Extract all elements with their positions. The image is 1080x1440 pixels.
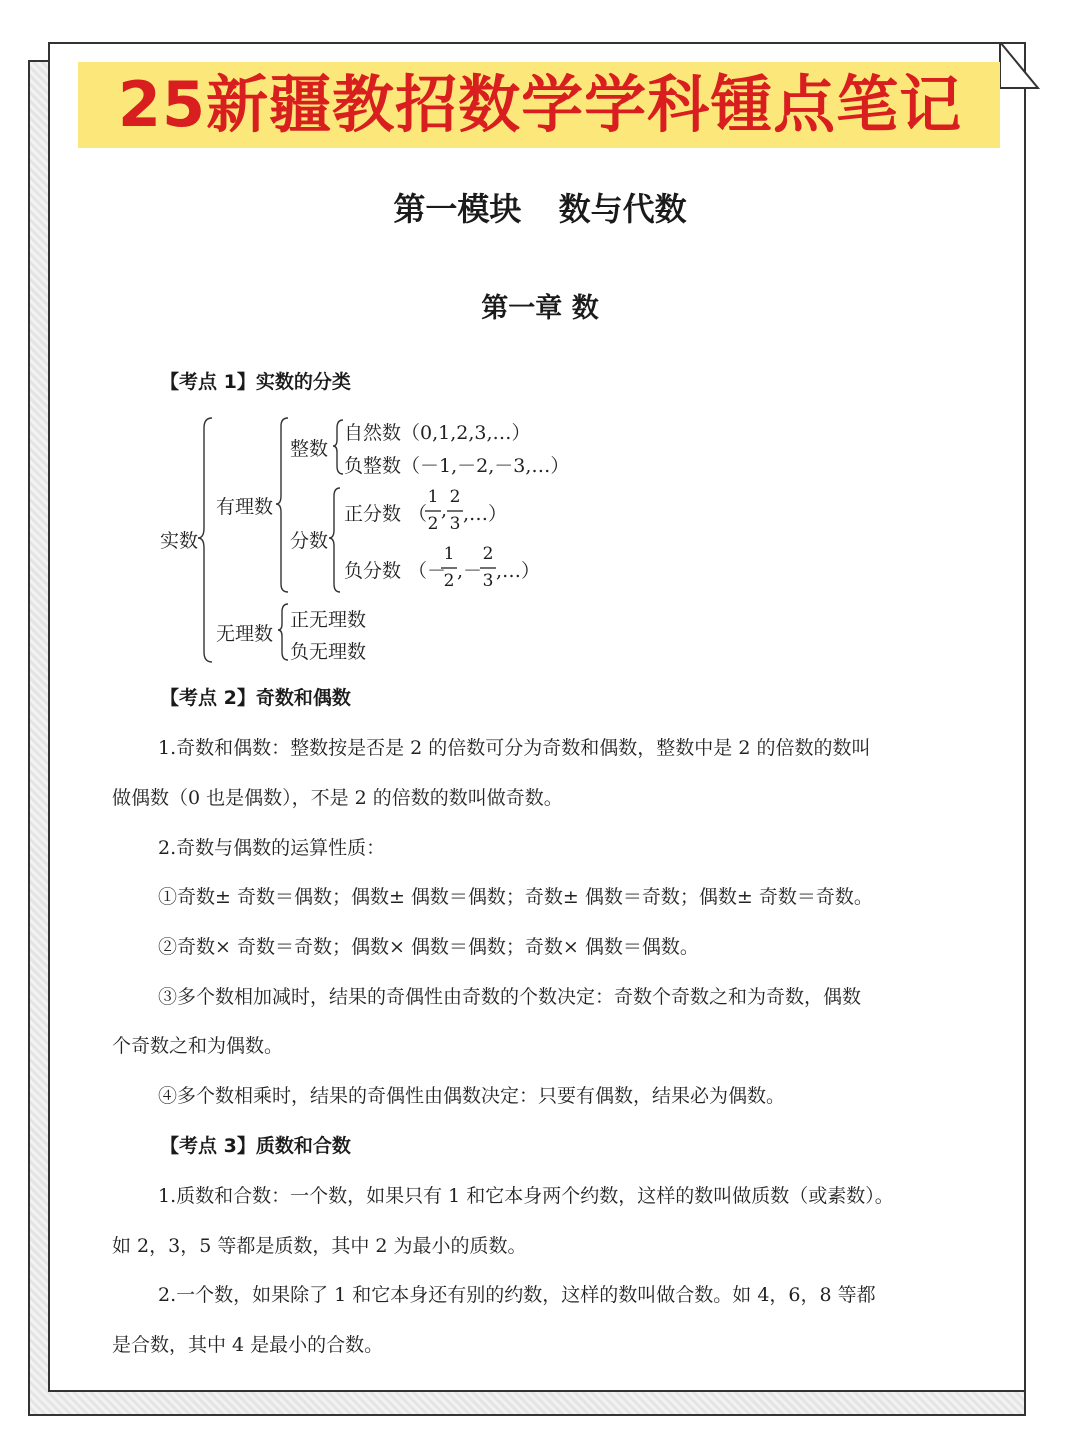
kp3-p1-line1: 1.质数和合数：一个数，如果只有 1 和它本身两个约数，这样的数叫做质数（或素数）。 bbox=[158, 1185, 894, 1207]
label-rational: 有理数 bbox=[216, 496, 274, 518]
kp1-heading: 【考点 1】实数的分类 bbox=[160, 371, 351, 393]
kp3-p2-line1: 2.一个数，如果除了 1 和它本身还有别的约数，这样的数叫做合数。如 4，6，8 等都 bbox=[158, 1284, 876, 1306]
brace-irrational bbox=[278, 604, 288, 660]
pos-fraction-open: （ bbox=[408, 503, 428, 525]
kp2-rule4: ④多个数相乘时，结果的奇偶性由偶数决定：只要有偶数，结果必为偶数。 bbox=[158, 1085, 786, 1107]
kp2-rule1: ①奇数± 奇数＝偶数；偶数± 偶数＝偶数；奇数± 偶数＝奇数；偶数± 奇数＝奇数。 bbox=[158, 886, 873, 908]
chapter-title: 第一章 数 bbox=[481, 293, 599, 324]
label-real: 实数 bbox=[160, 530, 199, 552]
kp3-p1-line2: 如 2，3，5 等都是质数，其中 2 为最小的质数。 bbox=[112, 1235, 527, 1257]
pos-frac-comma: , bbox=[441, 499, 448, 521]
kp2-p1-line1: 1.奇数和偶数：整数按是否是 2 的倍数可分为奇数和偶数，整数中是 2 的倍数的数叫 bbox=[158, 737, 871, 759]
neg-fraction-close: ,…） bbox=[496, 560, 541, 582]
kp2-heading: 【考点 2】奇数和偶数 bbox=[160, 687, 351, 709]
brace-fraction bbox=[329, 488, 340, 592]
brace-real bbox=[198, 418, 212, 662]
kp2-rule3-line1: ③多个数相加减时，结果的奇偶性由奇数的个数决定：奇数个奇数之和为奇数，偶数 bbox=[158, 986, 862, 1008]
label-fraction: 分数 bbox=[290, 530, 329, 552]
neg-frac2-num: 2 bbox=[482, 544, 494, 564]
label-neg-integer: 负整数（－1,－2,－3,…） bbox=[344, 455, 570, 477]
banner-title: 25新疆教招数学学科锺点笔记 bbox=[117, 68, 963, 141]
neg-frac2-den: 3 bbox=[482, 571, 494, 591]
kp3-p2-line2: 是合数，其中 4 是最小的合数。 bbox=[112, 1334, 384, 1356]
brace-integer bbox=[333, 420, 343, 474]
label-integer: 整数 bbox=[290, 438, 329, 460]
module-title: 第一模块 数与代数 bbox=[393, 190, 687, 228]
label-natural: 自然数（0,1,2,3,…） bbox=[344, 422, 531, 444]
neg-fraction-open: （－ bbox=[408, 560, 447, 582]
neg-frac1-num: 1 bbox=[443, 544, 455, 564]
pos-fraction-close: ,…） bbox=[463, 503, 508, 525]
kp2-rule2: ②奇数× 奇数＝奇数；偶数× 偶数＝偶数；奇数× 偶数＝偶数。 bbox=[158, 936, 699, 958]
brace-rational bbox=[276, 418, 288, 592]
kp2-p2: 2.奇数与偶数的运算性质： bbox=[158, 837, 386, 859]
neg-frac-mid: ,－ bbox=[457, 560, 483, 582]
pos-frac2-den: 3 bbox=[449, 514, 461, 534]
pos-frac2-num: 2 bbox=[449, 487, 461, 507]
kp3-heading: 【考点 3】质数和合数 bbox=[160, 1135, 351, 1157]
label-irrational: 无理数 bbox=[216, 623, 274, 645]
label-pos-irrational: 正无理数 bbox=[290, 609, 367, 631]
pos-frac1-den: 2 bbox=[427, 514, 439, 534]
label-neg-irrational: 负无理数 bbox=[290, 641, 367, 663]
kp2-p1-line2: 做偶数（0 也是偶数），不是 2 的倍数的数叫做奇数。 bbox=[112, 787, 563, 809]
label-pos-fraction: 正分数 bbox=[344, 503, 402, 525]
kp2-rule3-line2: 个奇数之和为偶数。 bbox=[112, 1035, 284, 1057]
neg-frac1-den: 2 bbox=[443, 571, 455, 591]
label-neg-fraction: 负分数 bbox=[344, 560, 402, 582]
pos-frac1-num: 1 bbox=[427, 487, 439, 507]
